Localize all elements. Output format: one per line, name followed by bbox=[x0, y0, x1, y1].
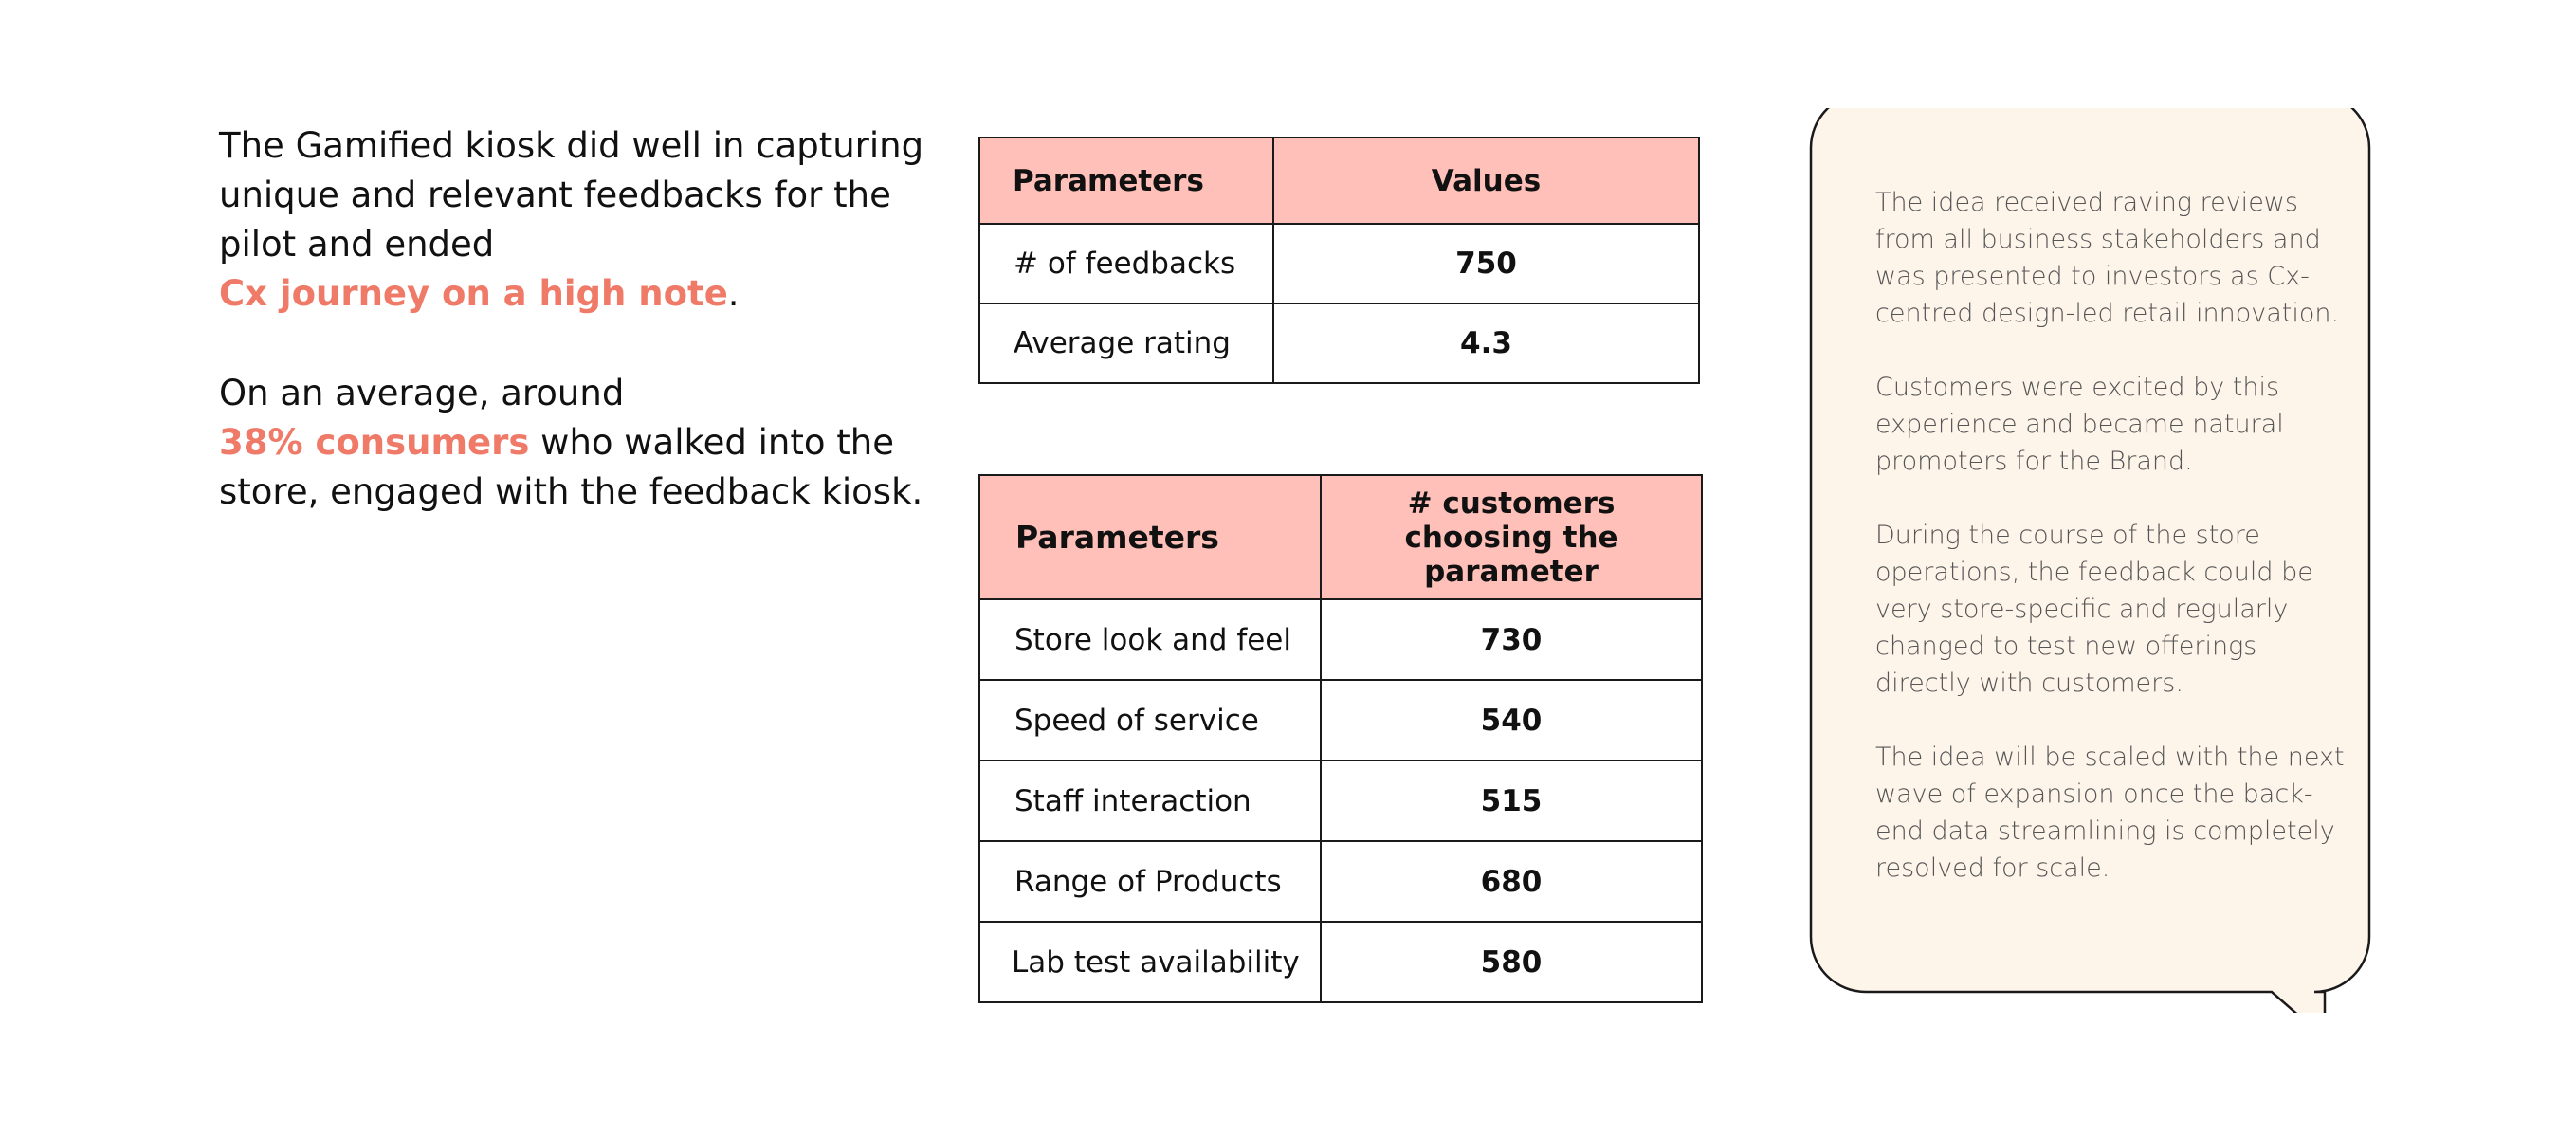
table-header-row bbox=[979, 475, 1702, 599]
intro-paragraph-2 bbox=[219, 369, 940, 517]
table-row bbox=[979, 680, 1702, 761]
intro-p2-end: who walked into the store, engaged with the feedback kiosk. bbox=[219, 422, 923, 512]
bubble-paragraph: The idea received raving reviews from all business stakeholders and was presented to investors as Cx-centred design-led retail innovation. bbox=[1875, 188, 2340, 328]
bubble-text bbox=[1875, 184, 2349, 924]
intro-text bbox=[219, 121, 940, 517]
intro-paragraph-1 bbox=[219, 121, 940, 319]
table-cell-parameter: Average rating bbox=[979, 303, 1273, 383]
bubble-paragraph: During the course of the store operations, the feedback could be very store-specific and regularly changed to test new offerings directly with customers. bbox=[1875, 521, 2313, 698]
speech-bubble bbox=[1809, 108, 2372, 1013]
intro-p2-highlight: 38% consumers bbox=[219, 422, 530, 463]
table-cell-parameter: Lab test availability bbox=[979, 922, 1321, 1002]
table-row bbox=[979, 599, 1702, 680]
table-cell-value: 750 bbox=[1273, 224, 1699, 303]
table-cell-value: 730 bbox=[1321, 599, 1702, 680]
table-header-cell: Parameters bbox=[979, 138, 1273, 224]
table-header-cell: Values bbox=[1273, 138, 1699, 224]
table-row bbox=[979, 303, 1699, 383]
table-cell-value: 540 bbox=[1321, 680, 1702, 761]
table-cell-value: 680 bbox=[1321, 841, 1702, 922]
intro-p1-text: The Gamified kiosk did well in capturing unique and relevant feedbacks for the pilot and ended bbox=[219, 125, 924, 265]
table-cell-parameter: Store look and feel bbox=[979, 599, 1321, 680]
table-cell-parameter: Speed of service bbox=[979, 680, 1321, 761]
table-cell-value: 515 bbox=[1321, 761, 1702, 841]
table-row bbox=[979, 224, 1699, 303]
table-cell-parameter: Staff interaction bbox=[979, 761, 1321, 841]
table-cell-parameter: # of feedbacks bbox=[979, 224, 1273, 303]
table-cell-value: 580 bbox=[1321, 922, 1702, 1002]
table-row bbox=[979, 761, 1702, 841]
table-header-row bbox=[979, 138, 1699, 224]
intro-p1-highlight: Cx journey on a high note bbox=[219, 273, 728, 314]
intro-p1-end: . bbox=[727, 273, 740, 314]
bubble-paragraph: The idea will be scaled with the next wave of expansion once the back-end data streamlining is completely resolved for scale. bbox=[1875, 743, 2345, 883]
table-header-cell: # customers choosing the parameter bbox=[1321, 475, 1702, 599]
table-cell-value: 4.3 bbox=[1273, 303, 1699, 383]
table-row bbox=[979, 922, 1702, 1002]
parameter-choice-table bbox=[978, 474, 1703, 1003]
feedback-summary-table bbox=[978, 137, 1700, 384]
intro-p2-text: On an average, around bbox=[219, 373, 625, 413]
table-header-cell: Parameters bbox=[979, 475, 1321, 599]
table-cell-parameter: Range of Products bbox=[979, 841, 1321, 922]
table-row bbox=[979, 841, 1702, 922]
bubble-paragraph: Customers were excited by this experience and became natural promoters for the Brand. bbox=[1875, 373, 2284, 476]
